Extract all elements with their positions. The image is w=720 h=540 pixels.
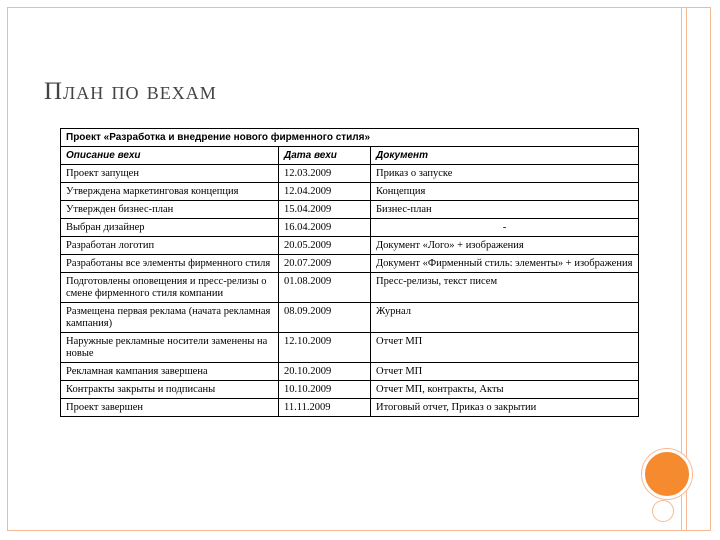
milestone-description: Выбран дизайнер: [61, 219, 279, 237]
table-row: [61, 183, 639, 201]
table-row: [61, 237, 639, 255]
table-title-row: [61, 129, 639, 147]
milestone-document: Приказ о запуске: [371, 165, 639, 183]
milestone-date: 20.07.2009: [279, 255, 371, 273]
milestone-document: Документ «Лого» + изображения: [371, 237, 639, 255]
table-row: [61, 399, 639, 417]
table-row: [61, 201, 639, 219]
milestone-date: 12.10.2009: [279, 333, 371, 363]
milestone-document: Концепция: [371, 183, 639, 201]
table-row: [61, 381, 639, 399]
milestone-description: Проект завершен: [61, 399, 279, 417]
table-row: [61, 165, 639, 183]
milestone-date: 20.05.2009: [279, 237, 371, 255]
milestone-date: 10.10.2009: [279, 381, 371, 399]
milestone-description: Наружные рекламные носители заменены на новые: [61, 333, 279, 363]
table-row: [61, 255, 639, 273]
milestone-document: Пресс-релизы, текст писем: [371, 273, 639, 303]
decorative-circle-large: [642, 449, 692, 499]
column-header-document: Документ: [371, 147, 639, 165]
milestone-description: Разработаны все элементы фирменного стиля: [61, 255, 279, 273]
milestone-date: 15.04.2009: [279, 201, 371, 219]
milestone-description: Рекламная кампания завершена: [61, 363, 279, 381]
table-row: [61, 333, 639, 363]
milestone-document: -: [371, 219, 639, 237]
milestone-date: 08.09.2009: [279, 303, 371, 333]
milestone-document: Отчет МП: [371, 333, 639, 363]
milestone-date: 12.04.2009: [279, 183, 371, 201]
project-title: Проект «Разработка и внедрение нового фирменного стиля»: [61, 129, 639, 147]
milestone-document: Документ «Фирменный стиль: элементы» + изображения: [371, 255, 639, 273]
column-header-description: Описание вехи: [61, 147, 279, 165]
slide-frame-band: [681, 8, 687, 530]
table-row: [61, 303, 639, 333]
decorative-circle-small: [652, 500, 674, 522]
table-row: [61, 219, 639, 237]
milestone-date: 16.04.2009: [279, 219, 371, 237]
table-header-row: [61, 147, 639, 165]
milestone-date: 11.11.2009: [279, 399, 371, 417]
milestone-description: Размещена первая реклама (начата рекламная кампания): [61, 303, 279, 333]
milestone-document: Отчет МП, контракты, Акты: [371, 381, 639, 399]
milestone-description: Разработан логотип: [61, 237, 279, 255]
column-header-date: Дата вехи: [279, 147, 371, 165]
milestone-date: 20.10.2009: [279, 363, 371, 381]
milestone-description: Контракты закрыты и подписаны: [61, 381, 279, 399]
slide-title: План по вехам: [44, 78, 217, 105]
milestone-document: Бизнес-план: [371, 201, 639, 219]
table-row: [61, 363, 639, 381]
milestone-description: Подготовлены оповещения и пресс-релизы о смене фирменного стиля компании: [61, 273, 279, 303]
milestone-document: Итоговый отчет, Приказ о закрытии: [371, 399, 639, 417]
milestone-table: [60, 128, 639, 417]
milestone-date: 12.03.2009: [279, 165, 371, 183]
milestone-description: Проект запущен: [61, 165, 279, 183]
milestone-document: Отчет МП: [371, 363, 639, 381]
milestone-date: 01.08.2009: [279, 273, 371, 303]
milestone-description: Утвержден бизнес-план: [61, 201, 279, 219]
milestone-description: Утверждена маркетинговая концепция: [61, 183, 279, 201]
milestone-document: Журнал: [371, 303, 639, 333]
table-row: [61, 273, 639, 303]
